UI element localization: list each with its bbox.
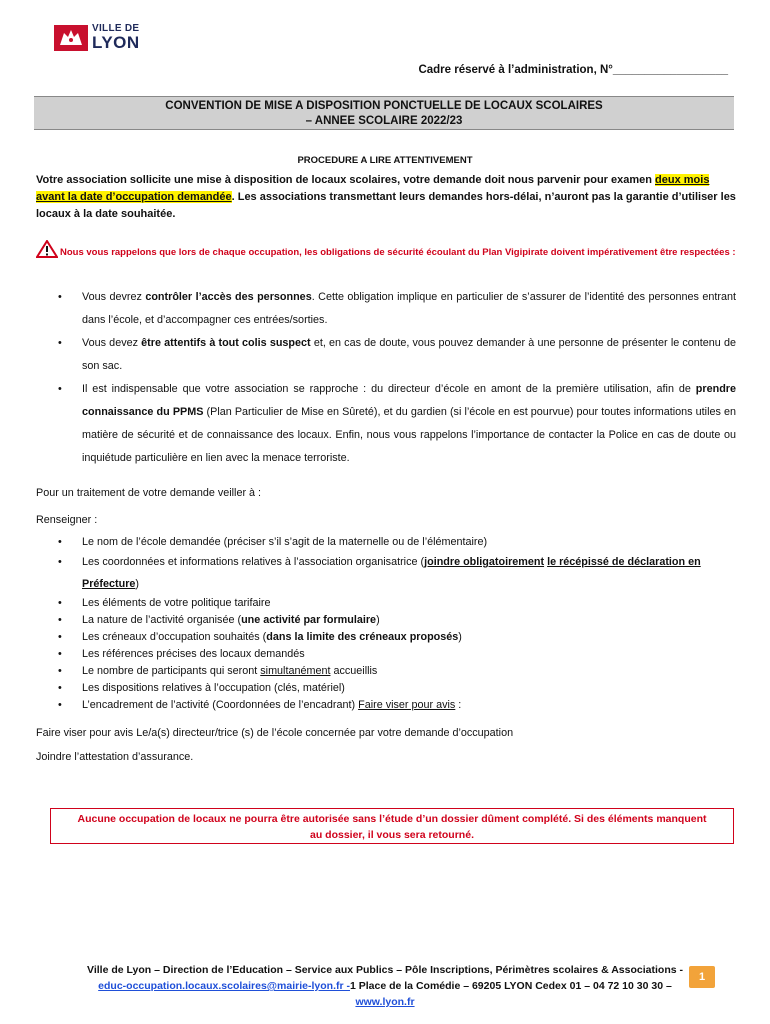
- title-banner: [34, 96, 734, 130]
- title-line-1: CONVENTION DE MISE A DISPOSITION PONCTUELLE DE LOCAUX SCOLAIRES: [165, 100, 603, 112]
- footer-line-2: [20, 978, 750, 994]
- admin-reserved-field: Cadre réservé à l’administration, N°__________________: [418, 64, 728, 76]
- insurance-note: Joindre l’attestation d’assurance.: [36, 751, 194, 763]
- footer-email-link[interactable]: educ-occupation.locaux.scolaires@mairie-lyon.fr -: [98, 980, 350, 992]
- list-item: • La nature de l’activité organisée (une activité par formulaire): [36, 612, 736, 629]
- fill-in-label: Renseigner :: [36, 514, 98, 526]
- list-item: • Le nombre de participants qui seront simultanément accueillis: [36, 663, 736, 680]
- list-item: • Il est indispensable que votre association se rapproche : du directeur d’école en amont de la première utilisation, afin de prendre connaissance du PPMS (Plan Particulier de Mise en Sûreté), et du gardien (si l’école en est pourvue) pour toutes informations utiles en matière de sécurité et de connaissance des locaux. Enfin, nous vous rappelons l’importance de contacter la Police en cas de doute ou inquiétude particulière en lien avec la menace terroriste.: [36, 378, 736, 470]
- list-item: • Les coordonnées et informations relatives à l’association organisatrice (joindre obligatoirement le récépissé de déclaration en Préfecture): [36, 551, 736, 595]
- ville-de-lyon-logo: [54, 24, 140, 51]
- list-item: • Vous devez être attentifs à tout colis suspect et, en cas de doute, vous pouvez demander à une personne de présenter le contenu de son sac.: [36, 332, 736, 378]
- list-item: • Les éléments de votre politique tarifaire: [36, 595, 736, 612]
- intro-paragraph: [36, 172, 736, 223]
- logo-line-ville-de: VILLE DE: [92, 23, 140, 34]
- list-item: • Vous devrez contrôler l’accès des personnes. Cette obligation implique en particulier de s’assurer de l’identité des personnes entrant dans l’école, et d’accompagner ces entrées/sorties.: [36, 286, 736, 332]
- lion-emblem-icon: [54, 25, 88, 51]
- incomplete-dossier-notice: [50, 808, 734, 844]
- title-line-2: – ANNEE SCOLAIRE 2022/23: [305, 115, 463, 127]
- page-number-badge: 1: [689, 966, 715, 988]
- list-item: • Le nom de l’école demandée (préciser s’il s’agit de la maternelle ou de l’élémentaire): [36, 534, 736, 551]
- list-item: • Les créneaux d’occupation souhaités (dans la limite des créneaux proposés): [36, 629, 736, 646]
- logo-line-lyon: LYON: [92, 33, 140, 52]
- treatment-intro: Pour un traitement de votre demande veiller à :: [36, 487, 262, 499]
- required-items-list: [36, 534, 736, 714]
- footer-website-link[interactable]: www.lyon.fr: [355, 996, 415, 1008]
- footer: [20, 962, 750, 1010]
- warning-text: Nous vous rappelons que lors de chaque occupation, les obligations de sécurité écoulant du Plan Vigipirate doivent impérativement être respectées :: [60, 247, 736, 258]
- warning-triangle-icon: [36, 240, 58, 263]
- deadline-highlight: deux mois avant la date d’occupation demandée: [36, 174, 710, 203]
- list-item: • Les références précises des locaux demandés: [36, 646, 736, 663]
- list-item: • Les dispositions relatives à l’occupation (clés, matériel): [36, 680, 736, 697]
- intro-text-2: . Les associations transmettant leurs demandes hors-délai, n’auront pas la garantie d’utiliser les locaux à la date souhaitée.: [36, 191, 736, 220]
- footer-address: 1 Place de la Comédie – 69205 LYON Cedex 01 – 04 72 10 30 30 –: [349, 980, 672, 992]
- vigipirate-warning: [36, 240, 736, 263]
- notice-line-2: au dossier, il vous sera retourné.: [310, 829, 474, 841]
- director-visa: Faire viser pour avis Le/a(s) directeur/trice (s) de l’école concernée par votre demande d’occupation: [36, 727, 514, 739]
- list-item: • L’encadrement de l’activité (Coordonnées de l’encadrant) Faire viser pour avis :: [36, 697, 736, 714]
- security-rules-list: [36, 286, 736, 470]
- footer-line-1: Ville de Lyon – Direction de l’Education – Service aux Publics – Pôle Inscriptions, Périmètres scolaires & Associations -: [87, 964, 683, 976]
- procedure-title: PROCEDURE A LIRE ATTENTIVEMENT: [297, 155, 473, 166]
- notice-line-1: Aucune occupation de locaux ne pourra être autorisée sans l’étude d’un dossier dûment complété. Si des éléments manquent: [77, 813, 707, 825]
- intro-text-1: Votre association sollicite une mise à disposition de locaux scolaires, votre demande doit nous parvenir pour examen: [36, 174, 656, 186]
